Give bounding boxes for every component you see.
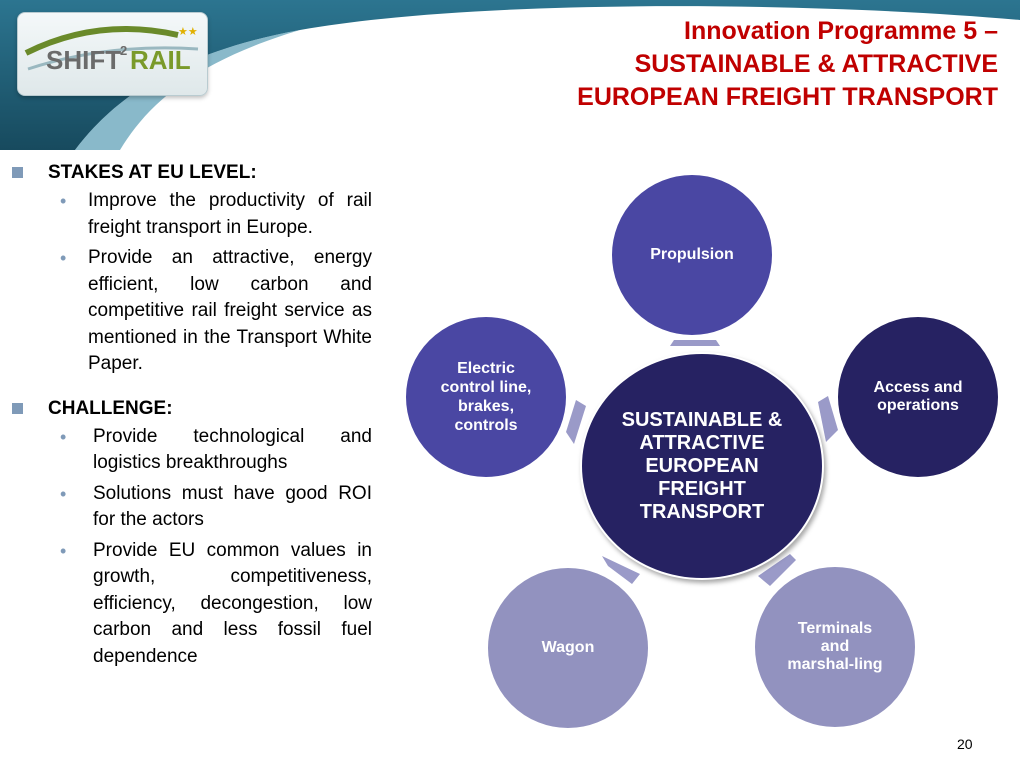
node-propulsion: Propulsion	[610, 173, 774, 337]
node-access-operations: Access and operations	[836, 315, 1000, 479]
stakes-heading: STAKES AT EU LEVEL:	[12, 160, 372, 186]
list-item: • Improve the productivity of rail freight transport in Europe.	[60, 190, 372, 238]
bullet-dot-icon: •	[60, 483, 67, 504]
bullet-dot-icon: •	[60, 540, 67, 561]
list-item: • Provide EU common values in growth, competitiveness, efficiency, decongestion, low carbon and less fossil fuel dependence	[60, 539, 372, 667]
node-wagon: Wagon	[486, 566, 650, 730]
title-line-2: SUSTAINABLE & ATTRACTIVE	[634, 50, 998, 78]
challenge-heading: CHALLENGE:	[12, 396, 372, 422]
node-center: SUSTAINABLE & ATTRACTIVE EUROPEAN FREIGHT TRANSPORT	[580, 352, 824, 580]
title-line-1: Innovation Programme 5 –	[684, 17, 998, 45]
bullet-dot-icon: •	[60, 248, 67, 268]
page-number: 20	[957, 736, 973, 752]
list-item: • Provide an attractive, energy efficient, low carbon and competitive rail freight service as mentioned in the Transport White Paper.	[60, 247, 372, 374]
svg-text:SHIFT: SHIFT	[46, 45, 122, 75]
arrow-center-access	[818, 396, 838, 442]
node-electric: Electric control line, brakes, controls	[404, 315, 568, 479]
svg-text:RAIL: RAIL	[130, 45, 191, 75]
title-line-3: EUROPEAN FREIGHT TRANSPORT	[577, 83, 998, 111]
list-item: • Provide technological and logistics breakthroughs	[60, 425, 372, 473]
arrow-center-propulsion	[670, 340, 720, 346]
svg-text:2: 2	[120, 43, 128, 58]
list-item: • Solutions must have good ROI for the actors	[60, 482, 372, 530]
node-terminals: Terminals and marshal-ling	[753, 565, 917, 729]
bullet-dot-icon: •	[60, 426, 67, 447]
bullet-dot-icon: •	[60, 191, 67, 211]
svg-text:★★: ★★	[178, 26, 198, 38]
